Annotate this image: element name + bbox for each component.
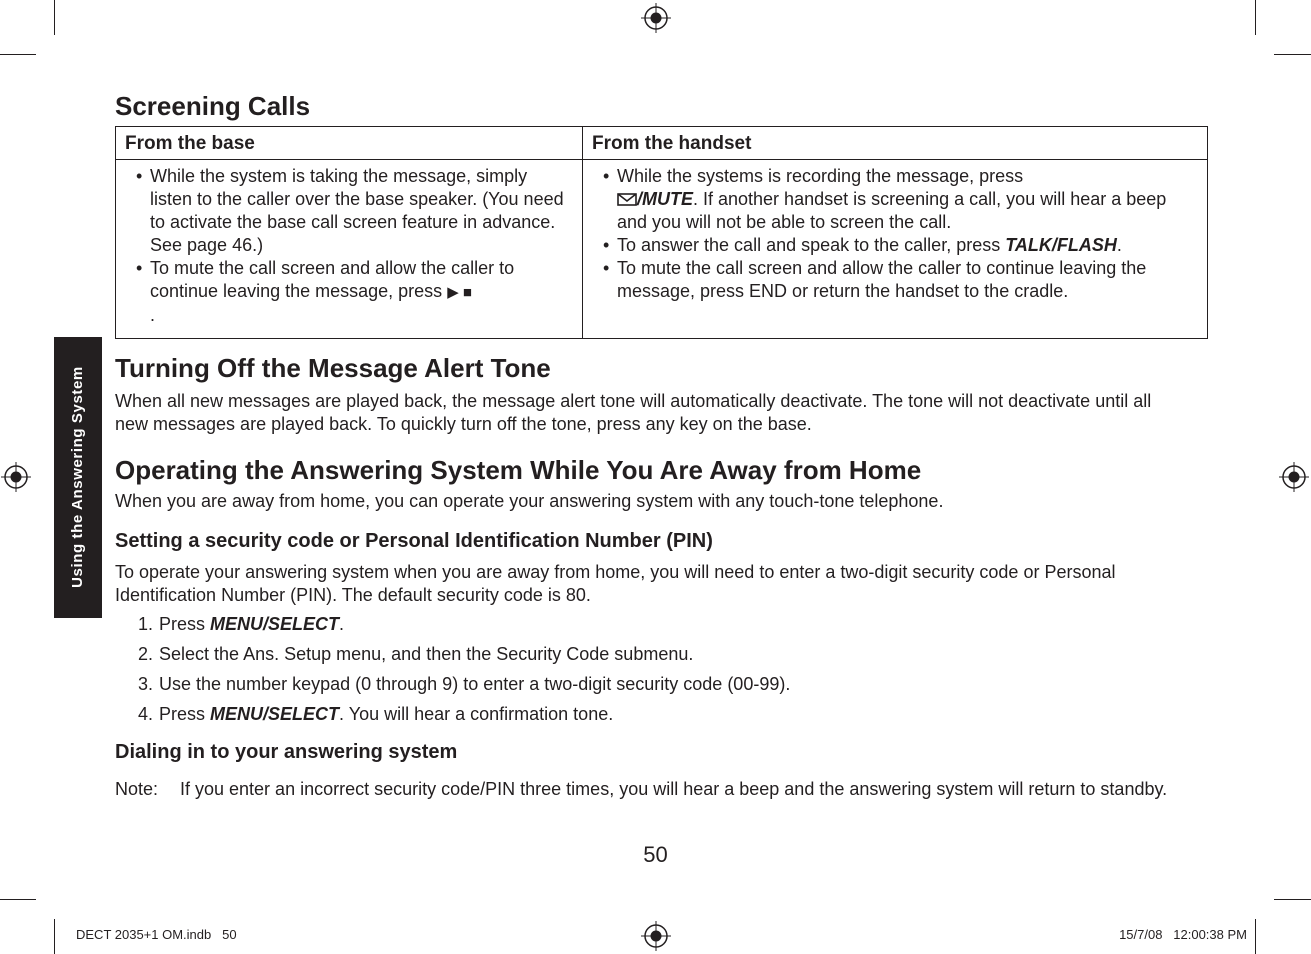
- print-slug-timestamp: 15/7/08 12:00:38 PM: [1119, 927, 1247, 942]
- base-bullet-list: [136, 165, 570, 327]
- handset-item-text: To mute the call screen and allow the caller to continue leaving the message, press END or return the handset to the cradle.: [617, 258, 1147, 301]
- pin-body: To operate your answering system when you are away from home, you will need to enter a two-digit security code or Personal Identification Number (PIN). The default security code is 80.: [115, 562, 1116, 605]
- base-trailing-period: .: [150, 305, 156, 325]
- step-text: Press: [159, 614, 211, 634]
- list-item: [115, 612, 790, 642]
- base-instructions-cell: [116, 160, 583, 339]
- base-item-text: To mute the call screen and allow the caller to continue leaving the message, press: [150, 258, 515, 301]
- registration-mark-icon: [1279, 462, 1309, 492]
- list-item: [603, 165, 1195, 234]
- talk-flash-key-label: TALK/FLASH: [1005, 235, 1117, 255]
- handset-instructions-cell: [583, 160, 1208, 339]
- registration-mark-icon: [641, 921, 671, 951]
- col-header-base: From the base: [116, 127, 583, 160]
- col-header-handset: From the handset: [583, 127, 1208, 160]
- step-number: 4.: [137, 704, 153, 724]
- list-item: [115, 702, 790, 732]
- crop-mark: [0, 899, 36, 900]
- registration-mark-icon: [1, 462, 31, 492]
- step-number: 2.: [137, 644, 153, 664]
- base-item-text: While the system is taking the message, simply listen to the caller over the base speaker. (You need to activate the base call screen feature in advance. See page 46.): [150, 166, 564, 255]
- step-text: Select the Ans. Setup menu, and then the Security Code submenu.: [159, 644, 694, 664]
- handset-item-text: . If another handset is screening a call, you will hear a beep and you will not be able to screen the call.: [617, 189, 1167, 232]
- list-item: [115, 672, 790, 702]
- print-slug-file: DECT 2035+1 OM.indb 50: [76, 927, 237, 942]
- play-stop-key-icon: ▶ ■: [447, 284, 472, 301]
- pin-steps-list: [115, 612, 790, 732]
- handset-item-text: To answer the call and speak to the caller, press: [617, 235, 1006, 255]
- subsection-title-pin: Setting a security code or Personal Identification Number (PIN): [115, 530, 713, 552]
- registration-mark-icon: [641, 3, 671, 33]
- crop-mark: [1255, 0, 1256, 35]
- crop-mark: [0, 54, 36, 55]
- screening-table: [115, 126, 1208, 339]
- crop-mark: [1274, 54, 1311, 55]
- list-item: [115, 642, 790, 672]
- subsection-title-dialing: Dialing in to your answering system: [115, 741, 458, 763]
- step-text: . You will hear a confirmation tone.: [339, 704, 614, 724]
- crop-mark: [54, 919, 55, 954]
- away-body: When you are away from home, you can operate your answering system with any touch-tone telephone.: [115, 491, 944, 511]
- list-item: [603, 257, 1195, 303]
- note-block: [115, 778, 1205, 801]
- list-item: [136, 257, 570, 327]
- menu-select-key-label: MENU/SELECT: [210, 614, 340, 634]
- section-title-away-from-home: Operating the Answering System While You Are Away from Home: [115, 455, 922, 485]
- list-item: [136, 165, 570, 257]
- note-label: Note:: [115, 779, 159, 799]
- table-header-row: [116, 127, 1208, 160]
- crop-mark: [54, 0, 55, 35]
- page-number: 50: [643, 842, 668, 867]
- step-text: Press: [159, 704, 211, 724]
- list-item: [603, 234, 1195, 257]
- section-title-alert-tone: Turning Off the Message Alert Tone: [115, 353, 551, 383]
- menu-select-key-label: MENU/SELECT: [210, 704, 340, 724]
- crop-mark: [1274, 899, 1311, 900]
- step-text: .: [339, 614, 345, 634]
- step-number: 3.: [137, 674, 153, 694]
- crop-mark: [1255, 919, 1256, 954]
- handset-bullet-list: [603, 165, 1195, 303]
- table-row: [116, 160, 1208, 339]
- envelope-icon: [617, 193, 637, 206]
- step-number: 1.: [137, 614, 153, 634]
- section-title-screening-calls: Screening Calls: [115, 91, 311, 121]
- handset-item-text: .: [1116, 235, 1122, 255]
- mute-key-label: /MUTE: [637, 189, 693, 209]
- handset-item-text: While the systems is recording the message, press: [617, 166, 1024, 186]
- step-text: Use the number keypad (0 through 9) to enter a two-digit security code (00-99).: [159, 674, 791, 694]
- side-tab-label: Using the Answering System: [69, 366, 86, 588]
- note-text: If you enter an incorrect security code/PIN three times, you will hear a beep and the answering system will return to standby.: [180, 779, 1168, 799]
- alert-tone-body: When all new messages are played back, the message alert tone will automatically deactivate. The tone will not deactivate until all new messages are played back. To quickly turn off the tone, press any key on the base.: [115, 391, 1152, 434]
